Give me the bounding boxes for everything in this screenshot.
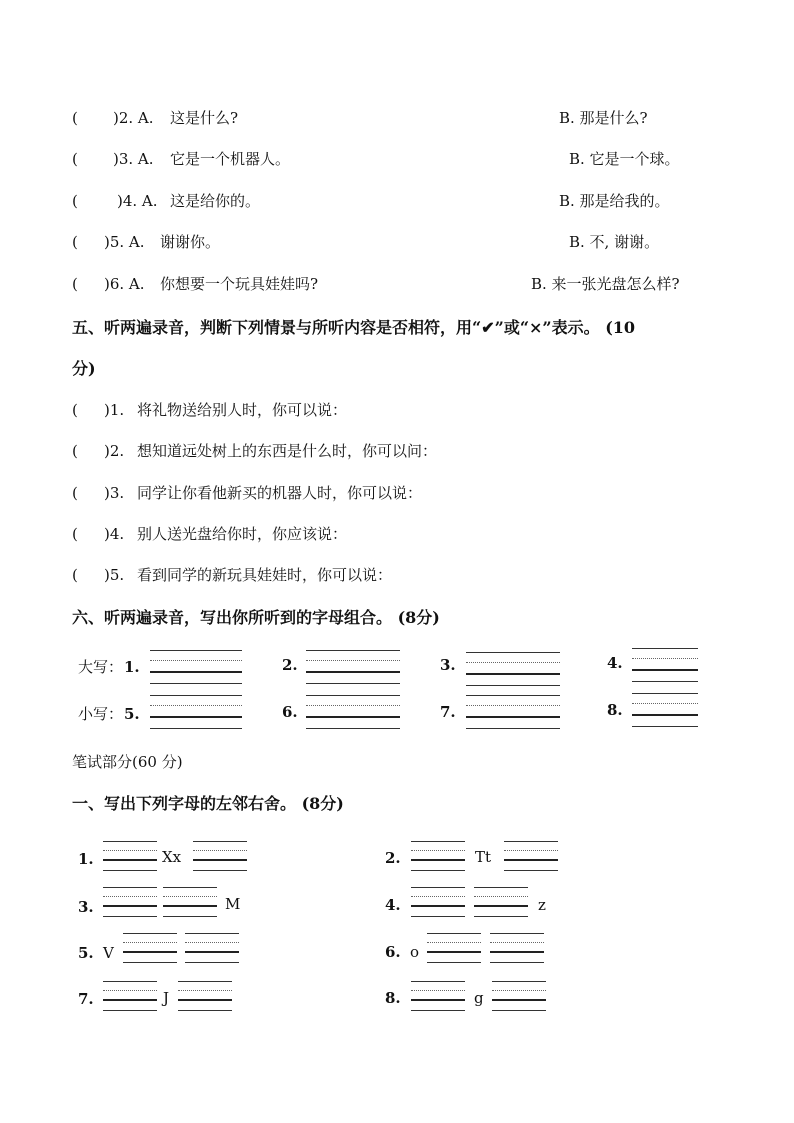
item-number: 2. xyxy=(282,656,298,674)
writing-grid[interactable] xyxy=(427,933,481,965)
writing-grid[interactable] xyxy=(150,650,242,686)
item-number: )1. xyxy=(104,401,125,419)
writing-grid[interactable] xyxy=(123,933,177,965)
writing-grid[interactable] xyxy=(466,652,560,688)
writing-grid[interactable] xyxy=(411,887,465,919)
section-5-title-cont: 分) xyxy=(72,359,96,378)
item-number: )4. xyxy=(104,525,125,543)
item-number: 3. xyxy=(78,898,94,916)
writing-grid[interactable] xyxy=(504,841,558,873)
writing-grid[interactable] xyxy=(632,693,698,729)
item-text: 想知道远处树上的东西是什么时，你可以问： xyxy=(137,442,438,460)
written-section-1-title: 一、写出下列字母的左邻右舍。 (8分) xyxy=(72,794,344,813)
item-number: )5. xyxy=(104,566,125,584)
section-6-title: 六、听两遍录音，写出你所听到的字母组合。 (8分) xyxy=(72,608,440,627)
item-number: 8. xyxy=(385,989,401,1007)
given-letter: g xyxy=(474,989,484,1007)
option-a: 这是什么? xyxy=(170,109,239,127)
writing-grid[interactable] xyxy=(632,648,698,684)
writing-grid[interactable] xyxy=(490,933,544,965)
writing-grid[interactable] xyxy=(411,841,465,873)
answer-paren[interactable]: ( xyxy=(72,442,78,460)
answer-paren[interactable]: ( xyxy=(72,192,78,210)
option-a: 你想要一个玩具娃娃吗? xyxy=(160,275,319,293)
item-number: 6. xyxy=(385,943,401,961)
item-number: )5. A. xyxy=(104,233,145,251)
item-text: 看到同学的新玩具娃娃时，你可以说： xyxy=(137,566,393,584)
given-letter: V xyxy=(103,944,114,962)
item-number: )4. A. xyxy=(117,192,158,210)
item-number: )3. A. xyxy=(113,150,154,168)
writing-grid[interactable] xyxy=(163,887,217,919)
writing-grid[interactable] xyxy=(474,887,528,919)
item-number: 5. xyxy=(124,705,140,723)
item-number: )3. xyxy=(104,484,125,502)
answer-paren[interactable]: ( xyxy=(72,566,78,584)
uppercase-label: 大写： xyxy=(78,658,124,676)
writing-grid[interactable] xyxy=(466,695,560,731)
writing-grid[interactable] xyxy=(411,981,465,1013)
writing-grid[interactable] xyxy=(185,933,239,965)
writing-grid[interactable] xyxy=(178,981,232,1013)
writing-grid[interactable] xyxy=(492,981,546,1013)
item-number: 7. xyxy=(78,990,94,1008)
answer-paren[interactable]: ( xyxy=(72,233,78,251)
writing-grid[interactable] xyxy=(306,650,400,686)
item-number: )2. A. xyxy=(113,109,154,127)
item-number: 8. xyxy=(607,701,623,719)
item-number: 3. xyxy=(440,656,456,674)
item-number: 1. xyxy=(124,658,140,676)
item-number: )6. A. xyxy=(104,275,145,293)
given-letter: Xx xyxy=(162,848,182,866)
written-part-heading: 笔试部分(60 分) xyxy=(72,753,183,771)
option-a: 谢谢你。 xyxy=(160,233,221,251)
answer-paren[interactable]: ( xyxy=(72,109,78,127)
writing-grid[interactable] xyxy=(193,841,247,873)
option-a: 这是给你的。 xyxy=(170,192,261,210)
section-5-title: 五、听两遍录音，判断下列情景与所听内容是否相符，用“✔”或“×”表示。 (10 xyxy=(72,318,636,337)
item-text: 同学让你看他新买的机器人时，你可以说： xyxy=(137,484,423,502)
item-number: 4. xyxy=(607,654,623,672)
given-letter: o xyxy=(410,943,420,961)
item-number: 4. xyxy=(385,896,401,914)
lowercase-label: 小写： xyxy=(78,705,124,723)
item-number: 2. xyxy=(385,849,401,867)
given-letter: M xyxy=(225,895,241,913)
given-letter: z xyxy=(538,896,546,914)
option-b: B. 那是什么? xyxy=(559,109,648,127)
writing-grid[interactable] xyxy=(103,887,157,919)
option-b: B. 它是一个球。 xyxy=(569,150,680,168)
given-letter: J xyxy=(163,989,170,1007)
given-letter: Tt xyxy=(475,848,492,866)
answer-paren[interactable]: ( xyxy=(72,525,78,543)
answer-paren[interactable]: ( xyxy=(72,401,78,419)
item-number: 6. xyxy=(282,703,298,721)
option-b: B. 不, 谢谢。 xyxy=(569,233,660,251)
answer-paren[interactable]: ( xyxy=(72,484,78,502)
writing-grid[interactable] xyxy=(103,981,157,1013)
item-number: 5. xyxy=(78,944,94,962)
option-a: 它是一个机器人。 xyxy=(170,150,291,168)
option-b: B. 那是给我的。 xyxy=(559,192,670,210)
item-number: 1. xyxy=(78,850,94,868)
item-number: 7. xyxy=(440,703,456,721)
writing-grid[interactable] xyxy=(103,841,157,873)
item-text: 将礼物送给别人时，你可以说： xyxy=(137,401,348,419)
item-text: 别人送光盘给你时，你应该说： xyxy=(137,525,348,543)
option-b: B. 来一张光盘怎么样? xyxy=(531,275,680,293)
answer-paren[interactable]: ( xyxy=(72,150,78,168)
answer-paren[interactable]: ( xyxy=(72,275,78,293)
writing-grid[interactable] xyxy=(150,695,242,731)
item-number: )2. xyxy=(104,442,125,460)
writing-grid[interactable] xyxy=(306,695,400,731)
